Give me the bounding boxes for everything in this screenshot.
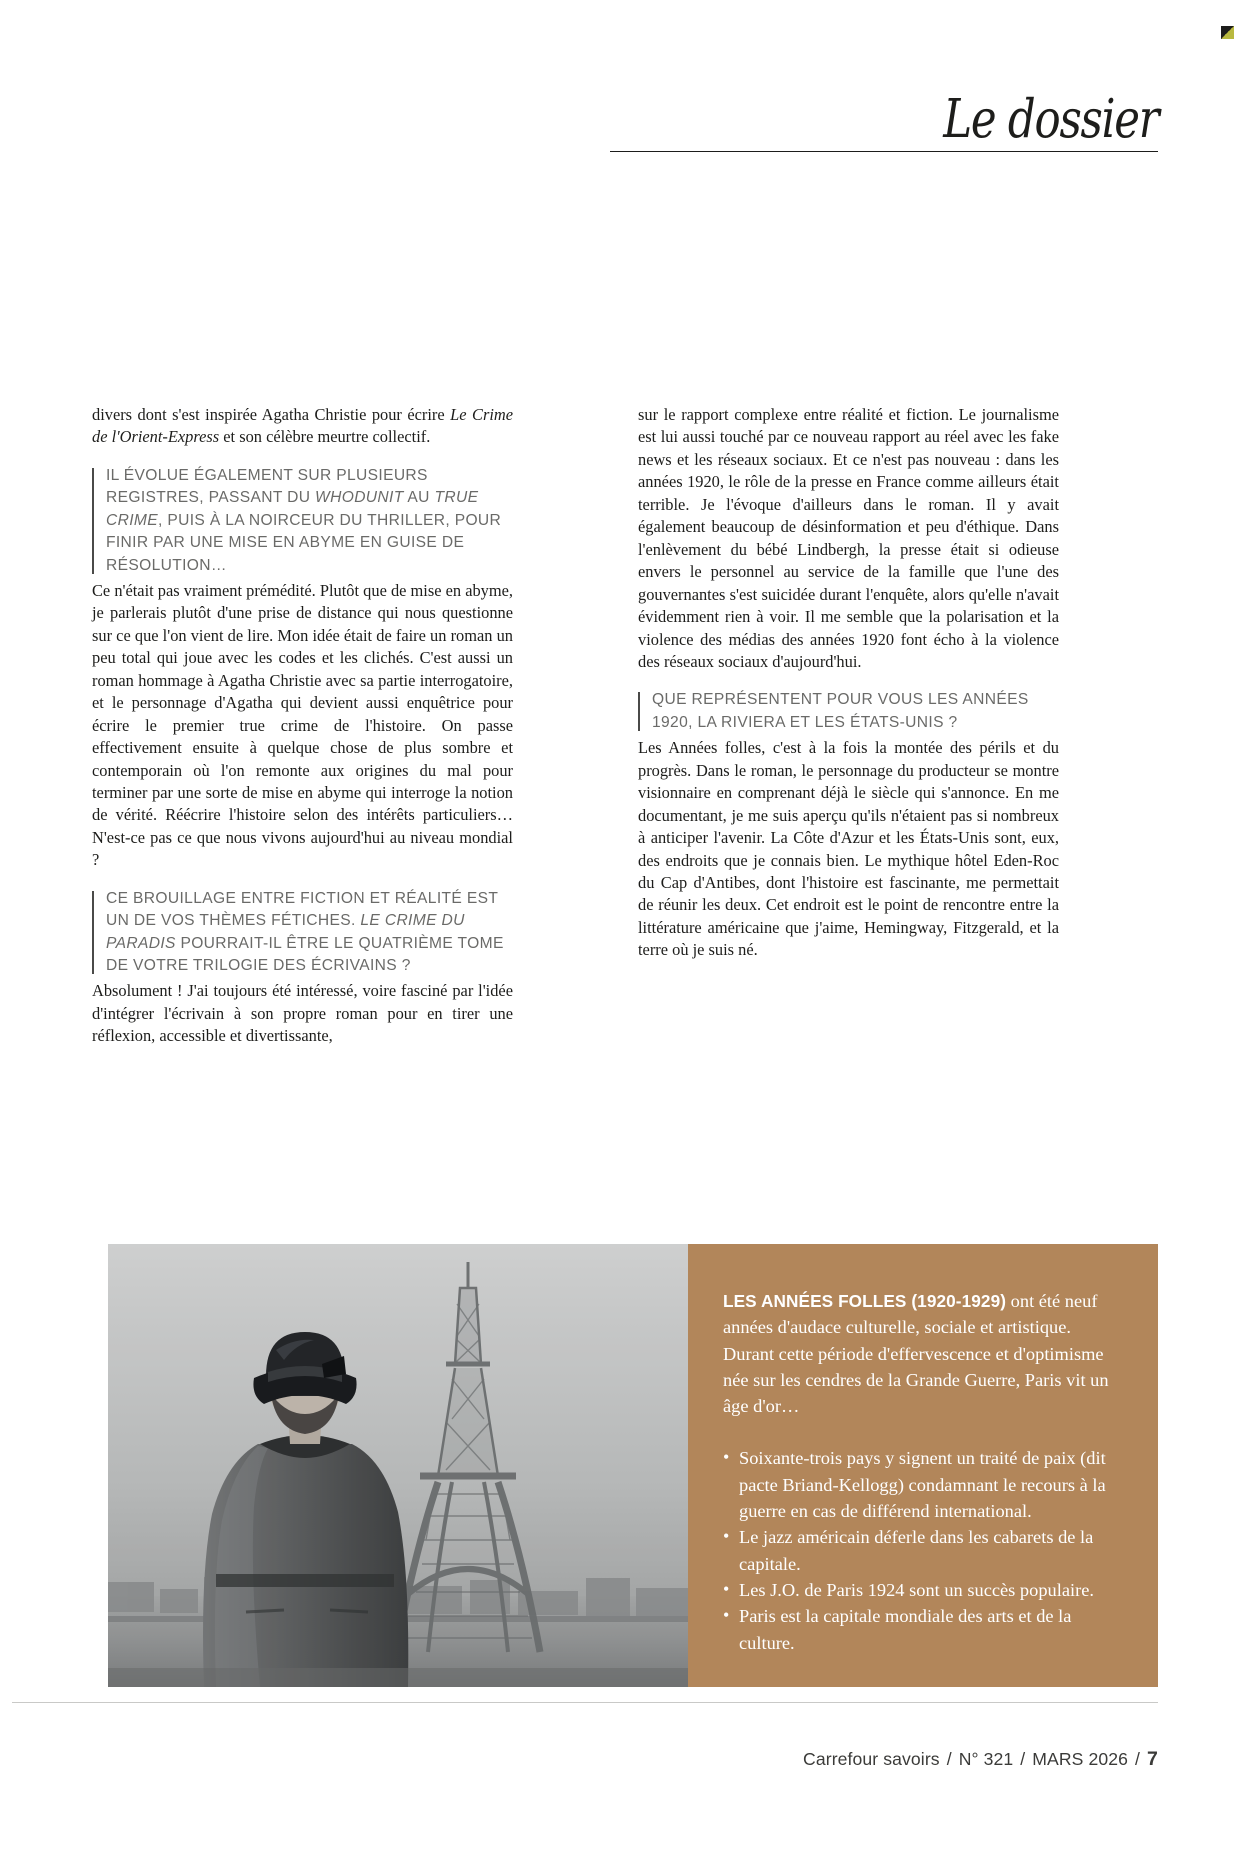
footer-separator-2: /	[1020, 1749, 1026, 1769]
question-2-text	[106, 888, 513, 978]
answer-paragraph-3: Les Années folles, c'est à la fois la montée des périls et du progrès. Dans le roman, le personnage du producteur se montre visionnaire en comprenant déjà le siècle qui s'annonce. En me documentant, je me suis aperçu qu'ils n'étaient pas si nombreux à anticiper l'avenir. La Côte d'Azur et les États-Unis sont, eux, des endroits que je connais bien. Le mythique hôtel Eden-Roc du Cap d'Antibes, dont l'histoire est fascinante, me permettait de réunir les deux. Cet endroit est le point de rencontre entre la littérature américaine que j'aime, Hemingway, Fitzgerald, et la terre où je suis né.	[638, 738, 1059, 960]
registration-mark-icon	[1221, 26, 1234, 39]
question-block-2	[92, 888, 513, 978]
paragraph-continued	[92, 404, 513, 449]
list-item: • Soixante-trois pays y signent un traité de paix (dit pacte Briand-Kellogg) condamnant le recours à la guerre en cas de différend international.	[723, 1445, 1112, 1524]
answer-paragraph-1: Ce n'était pas vraiment prémédité. Plutôt que de mise en abyme, je parlerais plutôt d'une prise de distance qui nous questionne sur ce que l'on vient de lire. Mon idée était de faire un roman un peu total qui joue avec les codes et les clichés. C'est aussi un roman hommage à Agatha Christie avec sa partie interrogatoire, et le personnage d'Agatha qui devient aussi enquêtrice pour écrire le premier true crime de l'histoire. On passe effectivement ensuite à quelque chose de plus sombre et contemporain où l'on remonte aux origines du mal pour terminer par une sorte de mise en abyme qui interroge la notion de vérité. Réécrire l'histoire selon des intérêts particuliers… N'est-ce pas ce que nous vivons aujourd'hui au niveau mondial ?	[92, 580, 513, 870]
column-left	[92, 404, 513, 1048]
continued-text-post: et son célèbre meurtre collectif.	[219, 427, 431, 447]
list-item: • Le jazz américain déferle dans les cabarets de la capitale.	[723, 1524, 1112, 1577]
question-2-part1: CE BROUILLAGE ENTRE FICTION ET RÉALITÉ EST UN DE VOS THÈMES FÉTICHES.	[106, 889, 498, 930]
feature-panel	[688, 1244, 1158, 1687]
footer-separator-3: /	[1135, 1749, 1141, 1769]
panel-heading: LES ANNÉES FOLLES (1920-1929)	[723, 1291, 1007, 1311]
panel-lead-paragraph	[723, 1288, 1112, 1419]
panel-lead-text: ont été neuf années d'audace culturelle, sociale et artistique. Durant cette période d'effervescence et d'optimisme née sur les cendres de la Grande Guerre, Paris vit un âge d'or…	[723, 1291, 1109, 1417]
footer-publication: Carrefour savoirs	[803, 1749, 940, 1769]
eiffel-tower-photo-illustration	[108, 1244, 688, 1687]
panel-fact-list	[723, 1445, 1112, 1655]
term-whodunit: WHODUNIT	[315, 489, 404, 507]
question-1-part2: AU	[403, 489, 435, 507]
article-body	[92, 404, 1158, 1044]
footer-rule	[12, 1702, 1158, 1703]
question-block-1	[92, 465, 513, 577]
column-right	[638, 404, 1059, 962]
feature-block	[108, 1244, 1158, 1687]
footer-date: MARS 2026	[1032, 1749, 1129, 1769]
question-1-text	[106, 465, 513, 577]
masthead-rule	[610, 151, 1158, 152]
term-true-crime: TRUE CRIME	[106, 489, 479, 529]
footer	[803, 1748, 1158, 1771]
question-2-part2: POURRAIT-IL ÊTRE LE QUATRIÈME TOME DE VOTRE TRILOGIE DES ÉCRIVAINS ?	[106, 934, 504, 975]
feature-photo	[108, 1244, 688, 1687]
list-item: • Paris est la capitale mondiale des arts et de la culture.	[723, 1603, 1112, 1656]
page-title: Le dossier	[942, 89, 1158, 150]
list-item: • Les J.O. de Paris 1924 sont un succès populaire.	[723, 1577, 1112, 1603]
question-1-part3: , PUIS À LA NOIRCEUR DU THRILLER, POUR FINIR PAR UNE MISE EN ABYME EN GUISE DE RÉSOLUTION…	[106, 511, 502, 574]
question-block-3	[638, 689, 1059, 734]
page-folio: 7	[1147, 1748, 1158, 1770]
answer-paragraph-2-continued: sur le rapport complexe entre réalité et fiction. Le journalisme est lui aussi touché par ce nouveau rapport au réel avec les fake news et les réseaux sociaux. Et ce n'est pas nouveau : dans les années 1920, le rôle de la presse en France comme ailleurs était terrible. Je l'évoque d'ailleurs dans le roman. Il y avait également beaucoup de désinformation et peu d'éthique. Dans l'enlèvement du bébé Lindbergh, la presse était si odieuse envers le personnel au service de la famille que l'une des gouvernantes s'est suicidée durant l'enquête, alors qu'elle n'avait évidemment rien à voir. Il me semble que la polarisation et la violence des médias des années 1920 font écho à la violence des réseaux sociaux d'aujourd'hui.	[638, 405, 1059, 671]
book-title-crime-paradis: LE CRIME DU PARADIS	[106, 912, 465, 952]
question-1-part1: IL ÉVOLUE ÉGALEMENT SUR PLUSIEURS REGISTRES, PASSANT DU	[106, 466, 428, 507]
footer-issue: N° 321	[958, 1749, 1014, 1769]
book-title-orient-express: Le Crime de l'Orient-Express	[92, 405, 513, 447]
continued-text-pre: divers dont s'est inspirée Agatha Christie pour écrire	[92, 405, 451, 424]
masthead	[610, 86, 1158, 152]
answer-paragraph-2: Absolument ! J'ai toujours été intéressé, voire fasciné par l'idée d'intégrer l'écrivain à son propre roman pour en tirer une réflexion, accessible et divertissante,	[92, 981, 513, 1046]
footer-separator-1: /	[946, 1749, 952, 1769]
question-3-text: QUE REPRÉSENTENT POUR VOUS LES ANNÉES 1920, LA RIVIERA ET LES ÉTATS-UNIS ?	[652, 691, 1029, 731]
